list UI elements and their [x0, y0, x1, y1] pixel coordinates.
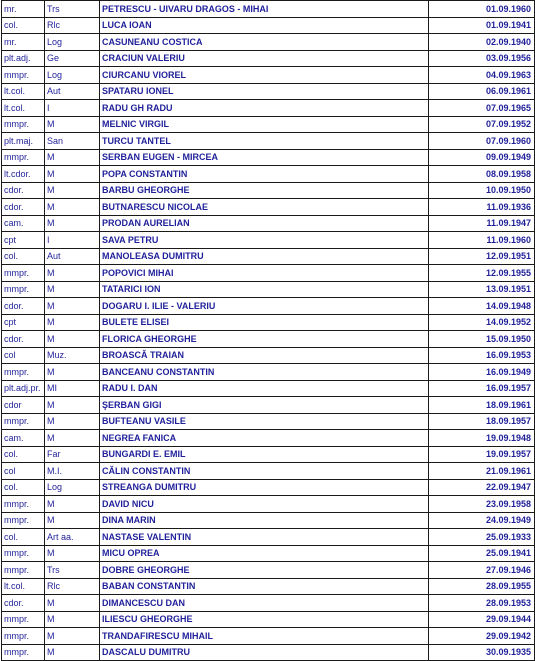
rank-cell: mmpr.	[2, 644, 45, 661]
birth-date-cell: 13.09.1951	[429, 281, 535, 298]
table-row	[2, 595, 535, 612]
table-row	[2, 298, 535, 315]
table-row	[2, 545, 535, 562]
name-cell: BANCEANU CONSTANTIN	[100, 364, 429, 381]
rank-cell: cam.	[2, 430, 45, 447]
name-cell: POPOVICI MIHAI	[100, 265, 429, 282]
table-body	[2, 1, 535, 661]
name-cell: BUTNARESCU NICOLAE	[100, 199, 429, 216]
birth-date-cell: 16.09.1957	[429, 380, 535, 397]
name-cell: SPATARU IONEL	[100, 83, 429, 100]
name-cell: MELNIC VIRGIL	[100, 116, 429, 133]
specialty-cell: M	[45, 182, 100, 199]
birth-date-cell: 07.09.1965	[429, 100, 535, 117]
table-row	[2, 281, 535, 298]
rank-cell: col.	[2, 17, 45, 34]
name-cell: BABAN CONSTANTIN	[100, 578, 429, 595]
table-row	[2, 628, 535, 645]
rank-cell: plt.adj.	[2, 50, 45, 67]
specialty-cell: M	[45, 149, 100, 166]
birth-date-cell: 07.09.1960	[429, 133, 535, 150]
birth-date-cell: 07.09.1952	[429, 116, 535, 133]
name-cell: PRODAN AURELIAN	[100, 215, 429, 232]
birth-date-cell: 03.09.1956	[429, 50, 535, 67]
name-cell: SERBAN EUGEN - MIRCEA	[100, 149, 429, 166]
rank-cell: mmpr.	[2, 611, 45, 628]
specialty-cell: Log	[45, 34, 100, 51]
specialty-cell: M	[45, 512, 100, 529]
rank-cell: lt.col.	[2, 578, 45, 595]
birth-date-cell: 09.09.1949	[429, 149, 535, 166]
birth-date-cell: 23.09.1958	[429, 496, 535, 513]
name-cell: TRANDAFIRESCU MIHAIL	[100, 628, 429, 645]
specialty-cell: M.I.	[45, 463, 100, 480]
birth-date-cell: 11.09.1947	[429, 215, 535, 232]
table-row	[2, 199, 535, 216]
table-row	[2, 166, 535, 183]
table-row	[2, 512, 535, 529]
birth-date-cell: 19.09.1948	[429, 430, 535, 447]
specialty-cell: M	[45, 265, 100, 282]
specialty-cell: M	[45, 496, 100, 513]
specialty-cell: Rlc	[45, 578, 100, 595]
table-row	[2, 265, 535, 282]
table-row	[2, 644, 535, 661]
specialty-cell: M	[45, 331, 100, 348]
table-row	[2, 430, 535, 447]
specialty-cell: Muz.	[45, 347, 100, 364]
name-cell: FLORICA GHEORGHE	[100, 331, 429, 348]
name-cell: NASTASE VALENTIN	[100, 529, 429, 546]
rank-cell: cdor.	[2, 298, 45, 315]
specialty-cell: Log	[45, 67, 100, 84]
table-row	[2, 463, 535, 480]
birth-date-cell: 01.09.1941	[429, 17, 535, 34]
birth-date-cell: 29.09.1944	[429, 611, 535, 628]
birth-date-cell: 29.09.1942	[429, 628, 535, 645]
specialty-cell: Art aa.	[45, 529, 100, 546]
name-cell: CĂLIN CONSTANTIN	[100, 463, 429, 480]
rank-cell: mmpr.	[2, 545, 45, 562]
specialty-cell: I	[45, 232, 100, 249]
name-cell: BULETE ELISEI	[100, 314, 429, 331]
rank-cell: mmpr.	[2, 512, 45, 529]
rank-cell: cdor.	[2, 331, 45, 348]
birth-date-cell: 04.09.1963	[429, 67, 535, 84]
specialty-cell: M	[45, 628, 100, 645]
rank-cell: mmpr.	[2, 364, 45, 381]
name-cell: CRACIUN VALERIU	[100, 50, 429, 67]
birth-date-cell: 25.09.1933	[429, 529, 535, 546]
table-row	[2, 50, 535, 67]
specialty-cell: M	[45, 413, 100, 430]
name-cell: SAVA PETRU	[100, 232, 429, 249]
table-row	[2, 232, 535, 249]
rank-cell: mmpr.	[2, 67, 45, 84]
rank-cell: mmpr.	[2, 628, 45, 645]
name-cell: RADU GH RADU	[100, 100, 429, 117]
name-cell: DOGARU I. ILIE - VALERIU	[100, 298, 429, 315]
name-cell: CASUNEANU COSTICA	[100, 34, 429, 51]
table-row	[2, 314, 535, 331]
name-cell: TATARICI ION	[100, 281, 429, 298]
specialty-cell: Trs	[45, 562, 100, 579]
specialty-cell: M	[45, 199, 100, 216]
specialty-cell: M	[45, 281, 100, 298]
birth-date-cell: 02.09.1940	[429, 34, 535, 51]
birth-date-cell: 22.09.1947	[429, 479, 535, 496]
name-cell: ŞERBAN GIGI	[100, 397, 429, 414]
rank-cell: mmpr.	[2, 496, 45, 513]
table-row	[2, 496, 535, 513]
table-row	[2, 149, 535, 166]
name-cell: DOBRE GHEORGHE	[100, 562, 429, 579]
table-row	[2, 397, 535, 414]
rank-cell: cpt	[2, 232, 45, 249]
name-cell: STREANGA DUMITRU	[100, 479, 429, 496]
specialty-cell: Rlc	[45, 17, 100, 34]
rank-cell: mmpr.	[2, 116, 45, 133]
name-cell: RADU I. DAN	[100, 380, 429, 397]
table-row	[2, 215, 535, 232]
birthday-list	[1, 0, 529, 661]
name-cell: DINA MARIN	[100, 512, 429, 529]
birth-date-cell: 14.09.1952	[429, 314, 535, 331]
birth-date-cell: 28.09.1953	[429, 595, 535, 612]
name-cell: ILIESCU GHEORGHE	[100, 611, 429, 628]
rank-cell: cpt	[2, 314, 45, 331]
table-row	[2, 34, 535, 51]
specialty-cell: I	[45, 100, 100, 117]
specialty-cell: Ge	[45, 50, 100, 67]
name-cell: POPA CONSTANTIN	[100, 166, 429, 183]
rank-cell: mr.	[2, 34, 45, 51]
name-cell: DASCALU DUMITRU	[100, 644, 429, 661]
specialty-cell: MI	[45, 380, 100, 397]
table-row	[2, 529, 535, 546]
rank-cell: col.	[2, 446, 45, 463]
table-row	[2, 331, 535, 348]
table-row	[2, 380, 535, 397]
rank-cell: mr.	[2, 1, 45, 18]
birth-date-cell: 11.09.1936	[429, 199, 535, 216]
rank-cell: cam.	[2, 215, 45, 232]
name-cell: DAVID NICU	[100, 496, 429, 513]
name-cell: TURCU TANTEL	[100, 133, 429, 150]
table-row	[2, 248, 535, 265]
name-cell: PETRESCU - UIVARU DRAGOS - MIHAI	[100, 1, 429, 18]
specialty-cell: San	[45, 133, 100, 150]
specialty-cell: Aut	[45, 83, 100, 100]
specialty-cell: M	[45, 116, 100, 133]
birth-date-cell: 27.09.1946	[429, 562, 535, 579]
rank-cell: lt.cdor.	[2, 166, 45, 183]
rank-cell: cdor.	[2, 595, 45, 612]
name-cell: BARBU GHEORGHE	[100, 182, 429, 199]
specialty-cell: M	[45, 397, 100, 414]
table-row	[2, 413, 535, 430]
name-cell: NEGREA FANICA	[100, 430, 429, 447]
birth-date-cell: 21.09.1961	[429, 463, 535, 480]
rank-cell: cdor	[2, 397, 45, 414]
specialty-cell: Far	[45, 446, 100, 463]
birth-date-cell: 10.09.1950	[429, 182, 535, 199]
specialty-cell: M	[45, 314, 100, 331]
table-row	[2, 116, 535, 133]
specialty-cell: Aut	[45, 248, 100, 265]
name-cell: MICU OPREA	[100, 545, 429, 562]
birth-date-cell: 18.09.1957	[429, 413, 535, 430]
rank-cell: col.	[2, 529, 45, 546]
rank-cell: col.	[2, 248, 45, 265]
name-cell: LUCA IOAN	[100, 17, 429, 34]
name-cell: BUNGARDI E. EMIL	[100, 446, 429, 463]
rank-cell: cdor.	[2, 199, 45, 216]
table-row	[2, 562, 535, 579]
birth-date-cell: 15.09.1950	[429, 331, 535, 348]
table-row	[2, 479, 535, 496]
rank-cell: mmpr.	[2, 562, 45, 579]
specialty-cell: Log	[45, 479, 100, 496]
rank-cell: lt.col.	[2, 83, 45, 100]
rank-cell: mmpr.	[2, 149, 45, 166]
table-row	[2, 17, 535, 34]
table-row	[2, 1, 535, 18]
birth-date-cell: 12.09.1951	[429, 248, 535, 265]
specialty-cell: M	[45, 611, 100, 628]
birth-date-cell: 11.09.1960	[429, 232, 535, 249]
name-cell: BROASCĂ TRAIAN	[100, 347, 429, 364]
rank-cell: mmpr.	[2, 265, 45, 282]
specialty-cell: Trs	[45, 1, 100, 18]
table-row	[2, 446, 535, 463]
rank-cell: plt.maj.	[2, 133, 45, 150]
table-row	[2, 578, 535, 595]
rank-cell: mmpr.	[2, 281, 45, 298]
birth-date-cell: 18.09.1961	[429, 397, 535, 414]
specialty-cell: M	[45, 430, 100, 447]
name-cell: DIMANCESCU DAN	[100, 595, 429, 612]
birth-date-cell: 24.09.1949	[429, 512, 535, 529]
table-row	[2, 347, 535, 364]
birth-date-cell: 19.09.1957	[429, 446, 535, 463]
table-row	[2, 133, 535, 150]
specialty-cell: M	[45, 545, 100, 562]
rank-cell: col	[2, 347, 45, 364]
table-row	[2, 100, 535, 117]
personnel-table	[1, 0, 535, 661]
rank-cell: cdor.	[2, 182, 45, 199]
birth-date-cell: 01.09.1960	[429, 1, 535, 18]
specialty-cell: M	[45, 595, 100, 612]
birth-date-cell: 25.09.1941	[429, 545, 535, 562]
birth-date-cell: 16.09.1949	[429, 364, 535, 381]
specialty-cell: M	[45, 215, 100, 232]
name-cell: CIURCANU VIOREL	[100, 67, 429, 84]
table-row	[2, 611, 535, 628]
birth-date-cell: 14.09.1948	[429, 298, 535, 315]
specialty-cell: M	[45, 364, 100, 381]
name-cell: MANOLEASA DUMITRU	[100, 248, 429, 265]
table-row	[2, 83, 535, 100]
birth-date-cell: 12.09.1955	[429, 265, 535, 282]
birth-date-cell: 08.09.1958	[429, 166, 535, 183]
specialty-cell: M	[45, 298, 100, 315]
table-row	[2, 67, 535, 84]
table-row	[2, 364, 535, 381]
rank-cell: lt.col.	[2, 100, 45, 117]
birth-date-cell: 16.09.1953	[429, 347, 535, 364]
rank-cell: col	[2, 463, 45, 480]
name-cell: BUFTEANU VASILE	[100, 413, 429, 430]
birth-date-cell: 06.09.1961	[429, 83, 535, 100]
specialty-cell: M	[45, 166, 100, 183]
rank-cell: mmpr.	[2, 413, 45, 430]
birth-date-cell: 28.09.1955	[429, 578, 535, 595]
table-row	[2, 182, 535, 199]
rank-cell: col.	[2, 479, 45, 496]
specialty-cell: M	[45, 644, 100, 661]
birth-date-cell: 30.09.1935	[429, 644, 535, 661]
rank-cell: plt.adj.pr.	[2, 380, 45, 397]
